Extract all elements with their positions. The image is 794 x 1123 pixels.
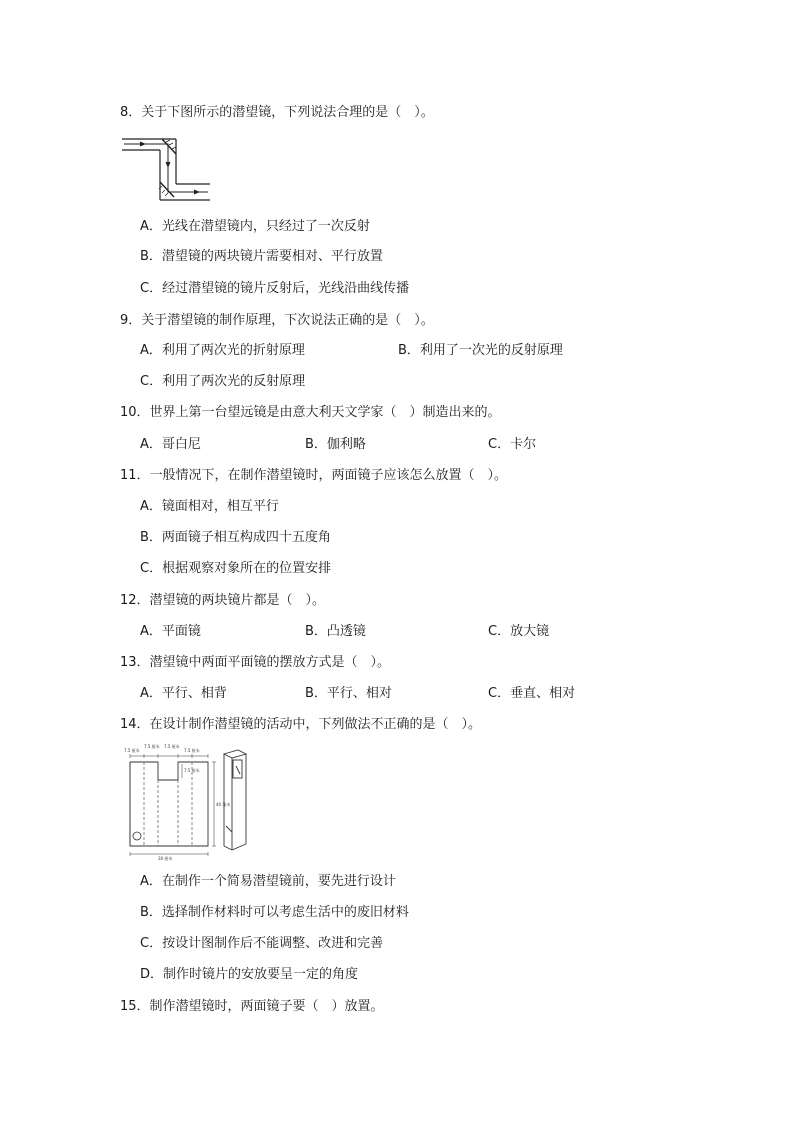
q9-option-c: C．利用了两次光的反射原理 xyxy=(140,374,306,389)
dim-label-1: 7.5 厘米 xyxy=(124,748,140,753)
q14-option-d: D．制作时镜片的安放要呈一定的角度 xyxy=(140,967,359,982)
q11-option-c: C．根据观察对象所在的位置安排 xyxy=(140,561,332,576)
q13-option-b: B．平行、相对 xyxy=(305,686,392,701)
q10-option-b: B．伽利略 xyxy=(305,437,366,452)
q8-option-a: A．光线在潜望镜内，只经过了一次反射 xyxy=(140,219,370,234)
q12-option-b: B．凸透镜 xyxy=(305,624,366,639)
dim-label-2: 7.5 厘米 xyxy=(144,744,160,749)
q14-option-c: C．按设计图制作后不能调整、改进和完善 xyxy=(140,936,384,951)
q12-option-c: C．放大镜 xyxy=(488,624,550,639)
question-11-stem: 11．一般情况下，在制作潜望镜时，两面镜子应该怎么放置（ ）。 xyxy=(120,468,508,483)
q9-option-a: A．利用了两次光的折射原理 xyxy=(140,343,305,358)
question-15-stem: 15．制作潜望镜时，两面镜子要（ ）放置。 xyxy=(120,999,384,1014)
question-12-stem: 12．潜望镜的两块镜片都是（ ）。 xyxy=(120,593,326,608)
question-8-stem: 8．关于下图所示的潜望镜，下列说法合理的是（ ）。 xyxy=(120,105,434,120)
q14-option-a: A．在制作一个简易潜望镜前，要先进行设计 xyxy=(140,874,396,889)
question-13-stem: 13．潜望镜中两面平面镜的摆放方式是（ ）。 xyxy=(120,655,391,670)
dim-label-3: 7.5 厘米 xyxy=(164,744,180,749)
dim-label-7: 30 厘米 xyxy=(158,856,173,861)
q8-option-b: B．潜望镜的两块镜片需要相对、平行放置 xyxy=(140,249,383,264)
q13-option-c: C．垂直、相对 xyxy=(488,686,576,701)
q8-option-c: C．经过潜望镜的镜片反射后，光线沿曲线传播 xyxy=(140,281,410,296)
q11-option-a: A．镜面相对，相互平行 xyxy=(140,499,279,514)
dim-label-5: 7.5 厘米 xyxy=(184,768,200,773)
q11-option-b: B．两面镜子相互构成四十五度角 xyxy=(140,530,331,545)
periscope-design-drawing xyxy=(120,746,250,862)
question-9-stem: 9．关于潜望镜的制作原理，下次说法正确的是（ ）。 xyxy=(120,313,434,328)
question-14-stem: 14．在设计制作潜望镜的活动中，下列做法不正确的是（ ）。 xyxy=(120,717,482,732)
q14-option-b: B．选择制作材料时可以考虑生活中的废旧材料 xyxy=(140,905,409,920)
q10-option-a: A．哥白尼 xyxy=(140,437,201,452)
periscope-diagram xyxy=(120,134,212,204)
q10-option-c: C．卡尔 xyxy=(488,437,537,452)
question-10-stem: 10．世界上第一台望远镜是由意大利天文学家（ ）制造出来的。 xyxy=(120,405,501,420)
q13-option-a: A．平行、相背 xyxy=(140,686,227,701)
dim-label-6: 40 厘米 xyxy=(216,802,231,807)
dim-label-4: 7.5 厘米 xyxy=(184,748,200,753)
q12-option-a: A．平面镜 xyxy=(140,624,201,639)
q9-option-b: B．利用了一次光的反射原理 xyxy=(398,343,563,358)
